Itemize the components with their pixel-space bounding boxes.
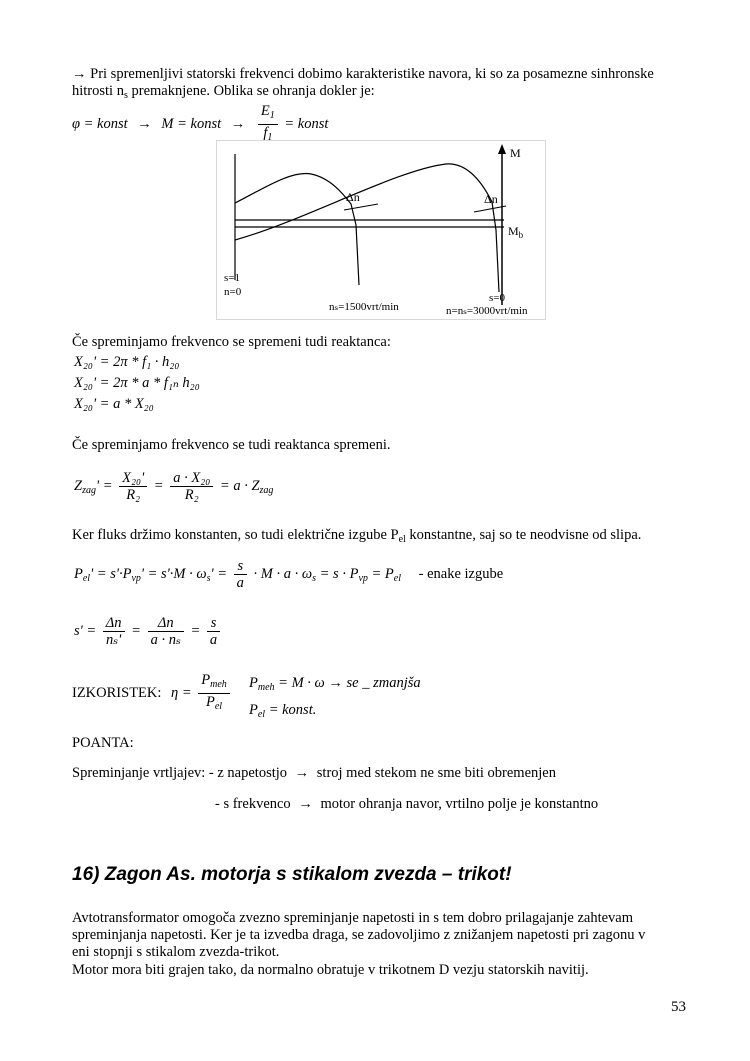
reactance-eq-2: X₂₀' = 2π * a * f₁ₙ h₂₀ (74, 375, 200, 391)
constant-equation: φ = konst → M = konst → $\frac{E_1}{f_1}$ = konst (72, 103, 328, 146)
slip-equation: s' = $\frac{\Delta n}{\text{nₛ'}}$ = $\frac{\Delta n}{\text{a · nₛ}}$ = $\frac{s}{a}$ (74, 615, 223, 648)
arrow-icon: → (72, 66, 87, 82)
intro-paragraph (72, 66, 684, 104)
delta-n-right-label: Δn (484, 192, 498, 206)
page-number: 53 (671, 999, 686, 1015)
arrow-icon: → (137, 115, 152, 132)
s1-label: s=1 (224, 272, 240, 284)
flux-paragraph: Ker fluks držimo konstanten, so tudi električne izgube $P_{el}$ konstantne, saj so te neodvisne od slipa. (72, 527, 642, 545)
efficiency-conditions: $P_{meh} = M \cdot \omega$ → se _ zmanjša $P_{el}$ = konst. (249, 675, 421, 720)
n0-label: n=0 (224, 286, 242, 298)
torque-characteristic-diagram (216, 140, 546, 320)
reactance-eq-3: X₂₀' = a * X₂₀ (74, 396, 154, 412)
pel-equation: $P_{el}' = s'\cdot P_{vp}' = s'\cdot M \cdot \omega_s'$ = $\frac{s}{a}$ · $M \cdot a \cdot \omega_s = s \cdot P_{vp} = P_{el}$ - enake izgube (74, 558, 504, 591)
delta-n-right-marker (474, 206, 506, 212)
section-paragraph-1: Avtotransformator omogoča zvezno spreminjanje napetosti in s tem dobro prilagajanje zahtevam spreminjanja napetosti. Ker je ta izvedba draga, se zadovoljimo z znižanjem napetosti pri zagonu v eni stopnji s stikalom zvezda-trikot. (72, 910, 646, 960)
ns-1500-label: nₛ=1500vrt/min (329, 301, 399, 313)
zag-equation: $Z_{zag}'$ = $\frac{\text{X₂₀'}}{\text{R₂}}$ = $\frac{\text{a · X₂₀}}{\text{R₂}}$ = $a \cdot Z_{zag}$ (74, 470, 274, 503)
section-heading: 16) Zagon As. motorja s stikalom zvezda – trikot! (72, 864, 512, 885)
zag-heading: Če spreminjamo frekvenco se tudi reaktanca spremeni. (72, 437, 391, 453)
torque-curve-1500 (235, 173, 359, 285)
efficiency-block: IZKORISTEK: η = $\frac{P_{meh}}{P_{el}}$ (72, 672, 233, 715)
equal-losses-note: - enake izgube (418, 565, 504, 582)
poanta-title: POANTA: (72, 735, 134, 751)
poanta-line-1: Spreminjanje vrtljajev: - z napetostjo → stroj med stekom ne sme biti obremenjen (72, 765, 556, 781)
reactance-equations (74, 352, 200, 415)
mb-label: $M_b$ (508, 224, 524, 240)
x20-over-r2-fraction: $\frac{\text{X₂₀'}}{\text{R₂}}$ (119, 470, 147, 503)
arrow-icon: → (294, 765, 310, 781)
arrow-icon: → (298, 796, 313, 812)
reactance-heading: Če spreminjamo frekvenco se spremeni tudi reaktanca: (72, 334, 391, 350)
ax20-over-r2-fraction: $\frac{\text{a · X₂₀}}{\text{R₂}}$ (170, 470, 213, 503)
section-paragraph-2: Motor mora biti grajen tako, da normalno obratuje v trikotnem D vezju statorskih navitij. (72, 962, 589, 978)
intro-line-2: hitrosti $n_s$ premaknjene. Oblika se ohranja dokler je: (72, 83, 375, 101)
efficiency-fraction: $\frac{P_{meh}}{P_{el}}$ (198, 672, 230, 715)
efficiency-label: IZKORISTEK: (72, 684, 162, 701)
intro-line-1: → Pri spremenljivi statorski frekvenci dobimo karakteristike navora, ki so za posamezne sinhronske (72, 66, 654, 82)
m-axis-arrow-icon (498, 144, 506, 154)
ns-3000-label: n=nₛ=3000vrt/min (446, 305, 528, 317)
delta-n-left-marker (344, 204, 378, 210)
s-over-a-fraction: $\frac{s}{a}$ (234, 558, 247, 591)
s0-label: s=0 (489, 292, 505, 304)
delta-n-left-label: Δn (346, 190, 360, 204)
reactance-eq-1: X₂₀' = 2π * f₁ · h₂₀ (74, 354, 180, 370)
poanta-line-2: - s frekvenco → motor ohranja navor, vrtilno polje je konstantno (215, 796, 599, 812)
e-over-f-fraction: $\frac{E_1}{f_1}$ (258, 103, 278, 146)
arrow-icon: → (230, 115, 246, 132)
m-axis-label: M (510, 146, 521, 160)
